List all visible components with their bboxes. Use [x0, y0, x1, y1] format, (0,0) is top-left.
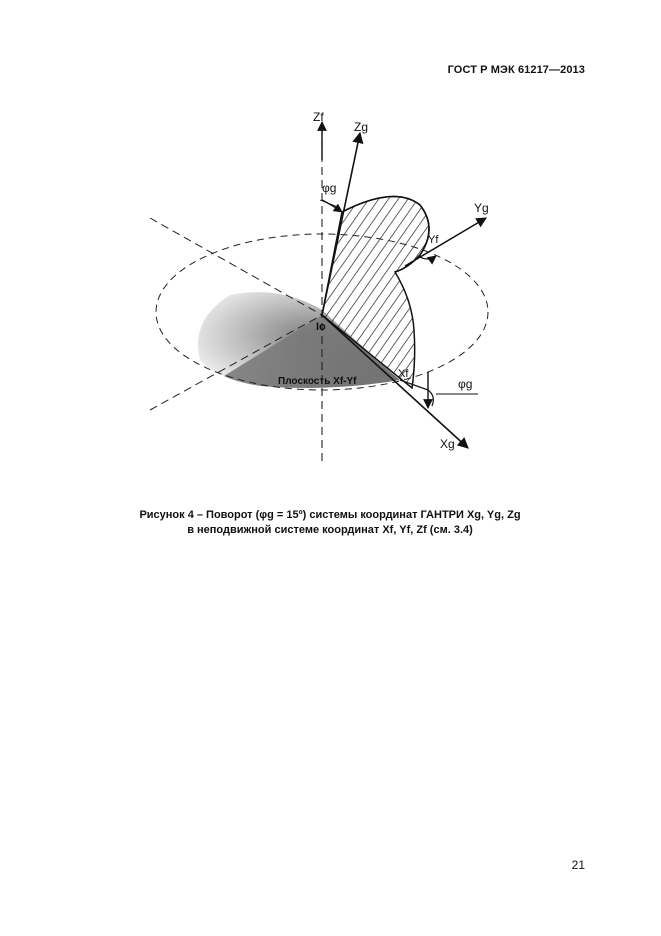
label-phi-right: φg: [458, 377, 473, 391]
label-yf: Yf: [428, 234, 439, 246]
xf-short-line: [400, 380, 428, 390]
caption-line-2: в неподвижной системе координат Xf, Yf, Zf (см. 3.4): [187, 524, 473, 536]
label-plane: Плоскость Xf-Yf: [278, 376, 357, 387]
label-origin: Io: [316, 321, 326, 333]
caption-line-1: Рисунок 4 – Поворот (φg = 15º) системы координат ГАНТРИ Xg, Yg, Zg: [139, 509, 521, 521]
label-yg: Yg: [474, 201, 489, 215]
standard-header: ГОСТ Р МЭК 61217—2013: [447, 64, 585, 76]
label-xg: Xg: [440, 437, 455, 451]
label-zf: Zf: [313, 110, 324, 124]
label-xf: Xf: [398, 368, 409, 380]
phi-angle-arc-right: [428, 390, 433, 406]
label-zg: Zg: [354, 120, 369, 134]
figure-caption: [100, 508, 560, 538]
phi-leader-top: [320, 200, 338, 207]
page-number: 21: [571, 858, 585, 872]
label-phi-top: φg: [322, 181, 337, 195]
